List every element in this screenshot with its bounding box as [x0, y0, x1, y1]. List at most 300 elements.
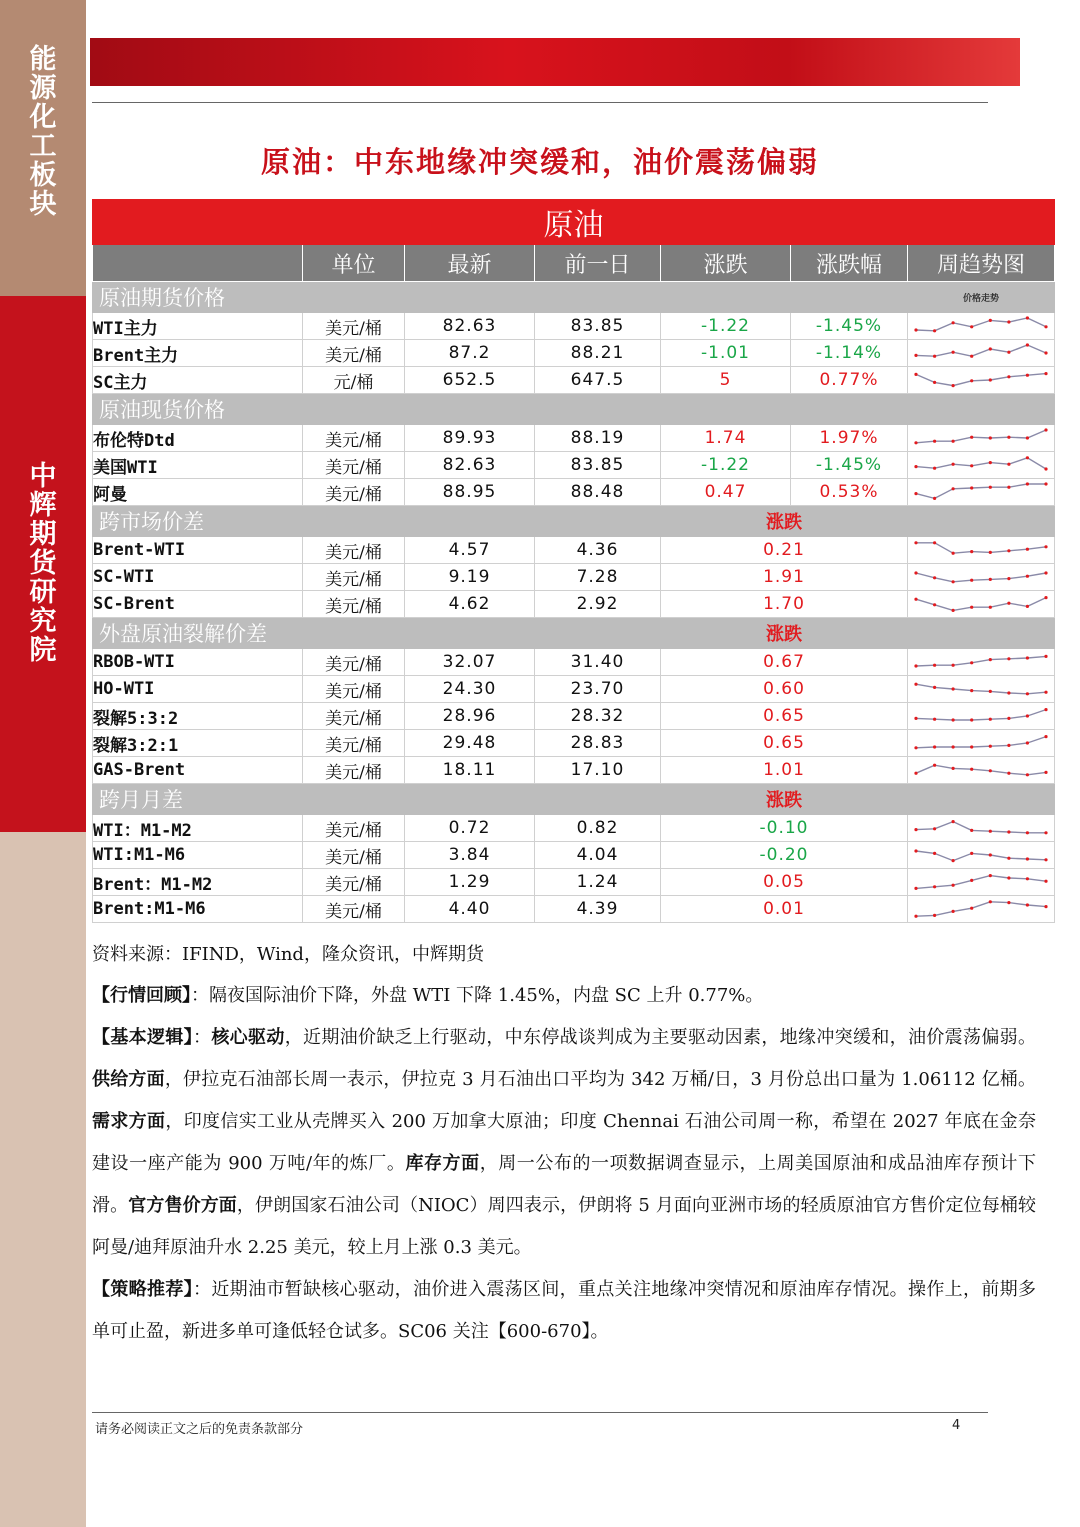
row-prev: 83.85 — [535, 313, 661, 340]
sparkline-point — [989, 769, 992, 772]
row-change: 0.65 — [661, 730, 908, 757]
row-unit: 美元/桶 — [303, 649, 405, 676]
sparkline-point — [989, 718, 992, 721]
section-blank — [303, 282, 908, 313]
sparkline-point — [970, 661, 973, 664]
sparkline-point — [989, 830, 992, 833]
table-row — [93, 649, 1055, 676]
sparkline-point — [1044, 691, 1047, 694]
row-name: 阿曼 — [93, 479, 303, 506]
row-prev: 23.70 — [535, 676, 661, 703]
weekly-trend-sparkline — [908, 537, 1054, 563]
paragraph-heading: 核心驱动 — [211, 1027, 285, 1048]
trend-header: 价格走势 — [908, 282, 1055, 313]
sparkline-point — [1026, 903, 1029, 906]
sparkline-point — [970, 852, 973, 855]
row-prev: 17.10 — [535, 757, 661, 784]
sparkline-point — [933, 686, 936, 689]
row-unit: 美元/桶 — [303, 815, 405, 842]
row-unit: 美元/桶 — [303, 564, 405, 591]
table-title-row — [93, 200, 1055, 245]
row-prev: 1.24 — [535, 869, 661, 896]
row-latest: 4.40 — [405, 896, 535, 923]
sparkline-point — [1007, 857, 1010, 860]
section-blank — [908, 618, 1055, 649]
section-blank — [405, 618, 661, 649]
header-banner — [90, 38, 1020, 86]
row-change: -0.10 — [661, 815, 908, 842]
sparkline-point — [952, 884, 955, 887]
row-trend — [908, 757, 1055, 784]
row-name: 裂解3:2:1 — [93, 730, 303, 757]
row-latest: 24.30 — [405, 676, 535, 703]
header-cell: 单位 — [303, 245, 405, 282]
row-name: 裂解5:3:2 — [93, 703, 303, 730]
sparkline-point — [1007, 744, 1010, 747]
row-latest: 82.63 — [405, 313, 535, 340]
row-change-pct: -1.45% — [791, 452, 908, 479]
row-unit: 美元/桶 — [303, 591, 405, 618]
row-prev: 88.19 — [535, 425, 661, 452]
row-change-pct: 0.77% — [791, 367, 908, 394]
sidebar-institute-char: 辉 — [29, 490, 57, 521]
row-prev: 4.04 — [535, 842, 661, 869]
header-cell: 前一日 — [535, 245, 661, 282]
sparkline-point — [1007, 577, 1010, 580]
row-change: 0.60 — [661, 676, 908, 703]
sparkline-point — [933, 664, 936, 667]
sidebar-category-label — [0, 45, 86, 219]
sparkline-point — [970, 550, 973, 553]
sparkline-point — [970, 606, 973, 609]
sparkline-point — [989, 436, 992, 439]
paragraph-text: ，伊拉克石油部长周一表示，伊拉克 3 月石油出口平均为 342 万桶/日，3 月份总出口量为 1.06112 亿桶。 — [164, 1069, 1037, 1090]
paragraph-heading: 库存方面 — [405, 1153, 480, 1174]
sparkline-point — [952, 552, 955, 555]
sparkline-point — [933, 329, 936, 332]
section-blank — [908, 394, 1055, 425]
weekly-trend-sparkline — [908, 703, 1054, 729]
sparkline-point — [970, 379, 973, 382]
row-unit: 美元/桶 — [303, 869, 405, 896]
section-blank — [908, 506, 1055, 537]
sidebar-category-char: 块 — [29, 189, 57, 220]
sparkline-point — [933, 603, 936, 606]
row-prev: 7.28 — [535, 564, 661, 591]
sparkline-point — [1044, 858, 1047, 861]
row-trend — [908, 313, 1055, 340]
sparkline-point — [914, 541, 917, 544]
section-label: 原油现货价格 — [93, 394, 303, 425]
row-latest: 652.5 — [405, 367, 535, 394]
table-row — [93, 425, 1055, 452]
row-name: WTI主力 — [93, 313, 303, 340]
commentary — [92, 975, 1036, 1353]
sparkline-point — [1044, 428, 1047, 431]
row-unit: 美元/桶 — [303, 313, 405, 340]
sparkline-point — [1026, 374, 1029, 377]
sparkline-point — [952, 580, 955, 583]
sparkline-point — [914, 373, 917, 376]
section-change-label: 涨跌 — [661, 618, 908, 649]
table-row — [93, 367, 1055, 394]
row-name: Brent-WTI — [93, 537, 303, 564]
row-name: 美国WTI — [93, 452, 303, 479]
sparkline-point — [952, 351, 955, 354]
row-trend — [908, 703, 1055, 730]
sparkline-point — [1007, 375, 1010, 378]
paragraph-heading: 【策略推荐】 — [92, 1279, 193, 1300]
sparkline-point — [1026, 316, 1029, 319]
sparkline-point — [952, 463, 955, 466]
table-row — [93, 452, 1055, 479]
sparkline-point — [1026, 343, 1029, 346]
sidebar-institute-char: 中 — [29, 461, 57, 492]
sparkline-point — [952, 820, 955, 823]
row-trend — [908, 591, 1055, 618]
sparkline-point — [1007, 772, 1010, 775]
row-change: 1.70 — [661, 591, 908, 618]
sparkline-point — [970, 718, 973, 721]
sparkline-point — [989, 874, 992, 877]
table-row — [93, 479, 1055, 506]
row-trend — [908, 730, 1055, 757]
row-change: 5 — [661, 367, 791, 394]
sparkline-point — [914, 571, 917, 574]
row-unit: 美元/桶 — [303, 896, 405, 923]
sparkline-point — [989, 347, 992, 350]
sparkline-point — [1044, 708, 1047, 711]
sidebar-bottom — [0, 832, 86, 1527]
sparkline-point — [914, 441, 917, 444]
row-name: 布伦特Dtd — [93, 425, 303, 452]
row-name: WTI：M1-M2 — [93, 815, 303, 842]
table-row — [93, 313, 1055, 340]
section-row — [93, 282, 1055, 313]
row-latest: 89.93 — [405, 425, 535, 452]
row-latest: 1.29 — [405, 869, 535, 896]
table-row — [93, 676, 1055, 703]
row-name: Brent主力 — [93, 340, 303, 367]
sparkline-point — [933, 764, 936, 767]
sparkline-point — [933, 885, 936, 888]
sparkline-point — [989, 658, 992, 661]
header-cell: 最新 — [405, 245, 535, 282]
sparkline-point — [1007, 549, 1010, 552]
sparkline-point — [1044, 571, 1047, 574]
sparkline-point — [914, 664, 917, 667]
row-change: -1.22 — [661, 452, 791, 479]
sparkline-point — [989, 551, 992, 554]
row-prev: 4.36 — [535, 537, 661, 564]
row-trend — [908, 815, 1055, 842]
sparkline-point — [1007, 876, 1010, 879]
sparkline-point — [1044, 880, 1047, 883]
row-change: -0.20 — [661, 842, 908, 869]
weekly-trend-sparkline — [908, 591, 1054, 617]
paragraph-text: ，周一公布的一项数据调查显示，上周美国原油和成品油库存预计下滑。 — [92, 1153, 1036, 1216]
row-unit: 美元/桶 — [303, 425, 405, 452]
header-blank — [93, 245, 303, 282]
sparkline-point — [952, 859, 955, 862]
row-latest: 32.07 — [405, 649, 535, 676]
sidebar-institute-char: 院 — [29, 635, 57, 666]
sparkline-point — [1007, 901, 1010, 904]
row-name: GAS-Brent — [93, 757, 303, 784]
table-row — [93, 730, 1055, 757]
sparkline-point — [933, 541, 936, 544]
sidebar-institute-char: 期 — [29, 519, 57, 550]
paragraph-text: ：近期油市暂缺核心驱动，油价进入震荡区间，重点关注地缘冲突情况和原油库存情况。操作上，前期多单可止盈，新进多单可逢低轻仓试多。SC06 关注【600-670】。 — [92, 1279, 1036, 1342]
row-name: SC-WTI — [93, 564, 303, 591]
row-unit: 美元/桶 — [303, 340, 405, 367]
row-prev: 88.48 — [535, 479, 661, 506]
row-name: SC-Brent — [93, 591, 303, 618]
paragraph — [92, 975, 1036, 1017]
source-note: 资料来源：IFIND，Wind，隆众资讯，中辉期货 — [92, 944, 484, 965]
row-unit: 美元/桶 — [303, 479, 405, 506]
sparkline-point — [914, 328, 917, 331]
sparkline-point — [1026, 575, 1029, 578]
sparkline-point — [914, 849, 917, 852]
row-prev: 2.92 — [535, 591, 661, 618]
row-change: 1.74 — [661, 425, 791, 452]
sparkline-point — [1044, 351, 1047, 354]
sidebar-institute-char: 研 — [29, 577, 57, 608]
header-cell: 周趋势图 — [908, 245, 1055, 282]
table-row — [93, 757, 1055, 784]
sparkline-point — [933, 718, 936, 721]
weekly-trend-sparkline — [908, 479, 1054, 505]
sparkline-point — [952, 664, 955, 667]
sparkline-point — [989, 606, 992, 609]
row-name: HO-WTI — [93, 676, 303, 703]
header-divider — [92, 102, 988, 103]
section-change-label: 涨跌 — [661, 506, 908, 537]
sparkline-point — [989, 900, 992, 903]
sidebar-institute-label — [0, 462, 86, 665]
sparkline-point — [1044, 372, 1047, 375]
paragraph — [92, 1269, 1036, 1353]
weekly-trend-sparkline — [908, 676, 1054, 702]
sparkline-point — [1007, 486, 1010, 489]
footer-divider — [92, 1412, 988, 1413]
row-trend — [908, 340, 1055, 367]
sparkline-point — [989, 690, 992, 693]
section-row — [93, 506, 1055, 537]
row-trend — [908, 649, 1055, 676]
weekly-trend-sparkline — [908, 842, 1054, 868]
page-title: 原油：中东地缘冲突缓和，油价震荡偏弱 — [260, 145, 819, 179]
sparkline-point — [1026, 857, 1029, 860]
paragraph-heading: 需求方面 — [92, 1111, 166, 1132]
sparkline-point — [933, 497, 936, 500]
sparkline-point — [1026, 605, 1029, 608]
sparkline-point — [970, 464, 973, 467]
section-blank — [405, 506, 661, 537]
sparkline-point — [933, 852, 936, 855]
paragraph-heading: 【行情回顾】 — [92, 985, 191, 1006]
sparkline-point — [952, 687, 955, 690]
sparkline-point — [914, 354, 917, 357]
sparkline-point — [933, 381, 936, 384]
sparkline-point — [914, 772, 917, 775]
sparkline-point — [1044, 905, 1047, 908]
row-change: 1.91 — [661, 564, 908, 591]
row-name: RBOB-WTI — [93, 649, 303, 676]
row-trend — [908, 452, 1055, 479]
row-change-pct: -1.45% — [791, 313, 908, 340]
row-change: 0.47 — [661, 479, 791, 506]
sparkline-point — [1044, 325, 1047, 328]
table-row — [93, 896, 1055, 923]
weekly-trend-sparkline — [908, 649, 1054, 675]
paragraph-text: ，印度信实工业从壳牌买入 200 万加拿大原油；印度 Chennai 石油公司周一称，希望在 2027 年底在金奈建设一座产能为 900 万吨/年的炼厂。 — [92, 1111, 1036, 1174]
section-label: 跨月月差 — [93, 784, 405, 815]
table-header-row — [93, 245, 1055, 282]
sparkline-point — [1007, 351, 1010, 354]
row-change: 0.21 — [661, 537, 908, 564]
row-trend — [908, 537, 1055, 564]
sparkline-point — [1044, 596, 1047, 599]
sparkline-point — [933, 576, 936, 579]
weekly-trend-sparkline — [908, 757, 1054, 783]
sparkline-point — [989, 319, 992, 322]
sparkline-point — [989, 461, 992, 464]
sparkline-point — [914, 746, 917, 749]
sparkline-point — [914, 598, 917, 601]
weekly-trend-sparkline — [908, 340, 1054, 366]
sparkline-point — [970, 436, 973, 439]
crude-oil-table — [92, 199, 1055, 923]
sparkline-point — [933, 745, 936, 748]
paragraph-text: ：隔夜国际油价下降，外盘 WTI 下降 1.45%，内盘 SC 上升 0.77%。 — [191, 985, 764, 1006]
sparkline-point — [914, 683, 917, 686]
sparkline-point — [952, 487, 955, 490]
sparkline-point — [914, 492, 917, 495]
paragraph-text: ，伊朗国家石油公司（NIOC）周四表示，伊朗将 5 月面向亚洲市场的轻质原油官方售价定位每桶较阿曼/迪拜原油升水 2.25 美元，较上月上涨 0.3 美元。 — [92, 1195, 1037, 1258]
header-cell: 涨跌幅 — [791, 245, 908, 282]
weekly-trend-sparkline — [908, 815, 1054, 841]
row-latest: 4.62 — [405, 591, 535, 618]
sparkline-point — [952, 910, 955, 913]
table-row — [93, 815, 1055, 842]
table-row — [93, 591, 1055, 618]
sparkline-line — [916, 684, 1046, 694]
sparkline-point — [933, 827, 936, 830]
table-title: 原油 — [93, 200, 1055, 245]
section-label: 外盘原油裂解价差 — [93, 618, 405, 649]
sparkline-point — [1026, 877, 1029, 880]
paragraph-text: ： — [193, 1027, 212, 1048]
sparkline-point — [970, 745, 973, 748]
sidebar-category-char: 源 — [29, 73, 57, 104]
sparkline-point — [989, 486, 992, 489]
row-name: Brent：M1-M2 — [93, 869, 303, 896]
section-label: 原油期货价格 — [93, 282, 303, 313]
row-latest: 82.63 — [405, 452, 535, 479]
sparkline-point — [1007, 436, 1010, 439]
weekly-trend-sparkline — [908, 896, 1054, 922]
row-name: WTI:M1-M6 — [93, 842, 303, 869]
sparkline-point — [970, 579, 973, 582]
sparkline-point — [952, 767, 955, 770]
row-unit: 美元/桶 — [303, 703, 405, 730]
sparkline-point — [1044, 831, 1047, 834]
sidebar-category-char: 能 — [29, 44, 57, 75]
sparkline-point — [970, 355, 973, 358]
section-blank — [908, 784, 1055, 815]
sparkline-line — [916, 765, 1046, 775]
sparkline-point — [1026, 714, 1029, 717]
row-latest: 4.57 — [405, 537, 535, 564]
sparkline-point — [952, 745, 955, 748]
sparkline-point — [933, 355, 936, 358]
sparkline-point — [914, 828, 917, 831]
weekly-trend-sparkline — [908, 452, 1054, 478]
row-latest: 28.96 — [405, 703, 535, 730]
sparkline-point — [970, 829, 973, 832]
weekly-trend-sparkline — [908, 367, 1054, 393]
table-row — [93, 537, 1055, 564]
sparkline-line — [916, 822, 1046, 833]
row-unit: 美元/桶 — [303, 842, 405, 869]
row-name: SC主力 — [93, 367, 303, 394]
sparkline-point — [1044, 771, 1047, 774]
table-row — [93, 869, 1055, 896]
sparkline-point — [1026, 692, 1029, 695]
sparkline-point — [1026, 773, 1029, 776]
sparkline-line — [916, 484, 1046, 498]
row-name: Brent:M1-M6 — [93, 896, 303, 923]
sparkline-point — [1026, 482, 1029, 485]
row-unit: 美元/桶 — [303, 730, 405, 757]
table-row — [93, 842, 1055, 869]
sparkline-point — [1007, 320, 1010, 323]
sparkline-point — [970, 879, 973, 882]
row-trend — [908, 564, 1055, 591]
sparkline-point — [914, 465, 917, 468]
sparkline-point — [1044, 545, 1047, 548]
sidebar-category-char: 工 — [29, 131, 57, 162]
row-change: -1.01 — [661, 340, 791, 367]
weekly-trend-sparkline — [908, 564, 1054, 590]
sparkline-line — [916, 318, 1046, 331]
row-trend — [908, 896, 1055, 923]
row-unit: 美元/桶 — [303, 537, 405, 564]
sparkline-point — [989, 378, 992, 381]
table-row — [93, 564, 1055, 591]
paragraph-heading: 供给方面 — [92, 1069, 165, 1090]
row-prev: 83.85 — [535, 452, 661, 479]
section-row — [93, 394, 1055, 425]
row-prev: 88.21 — [535, 340, 661, 367]
sparkline-point — [914, 915, 917, 918]
row-change: 0.05 — [661, 869, 908, 896]
row-latest: 29.48 — [405, 730, 535, 757]
row-change-pct: -1.14% — [791, 340, 908, 367]
section-label: 跨市场价差 — [93, 506, 405, 537]
sparkline-point — [1026, 656, 1029, 659]
row-change-pct: 0.53% — [791, 479, 908, 506]
sparkline-line — [916, 345, 1046, 356]
sparkline-point — [1007, 691, 1010, 694]
sparkline-point — [952, 321, 955, 324]
row-unit: 美元/桶 — [303, 757, 405, 784]
row-trend — [908, 676, 1055, 703]
section-row — [93, 618, 1055, 649]
row-prev: 4.39 — [535, 896, 661, 923]
